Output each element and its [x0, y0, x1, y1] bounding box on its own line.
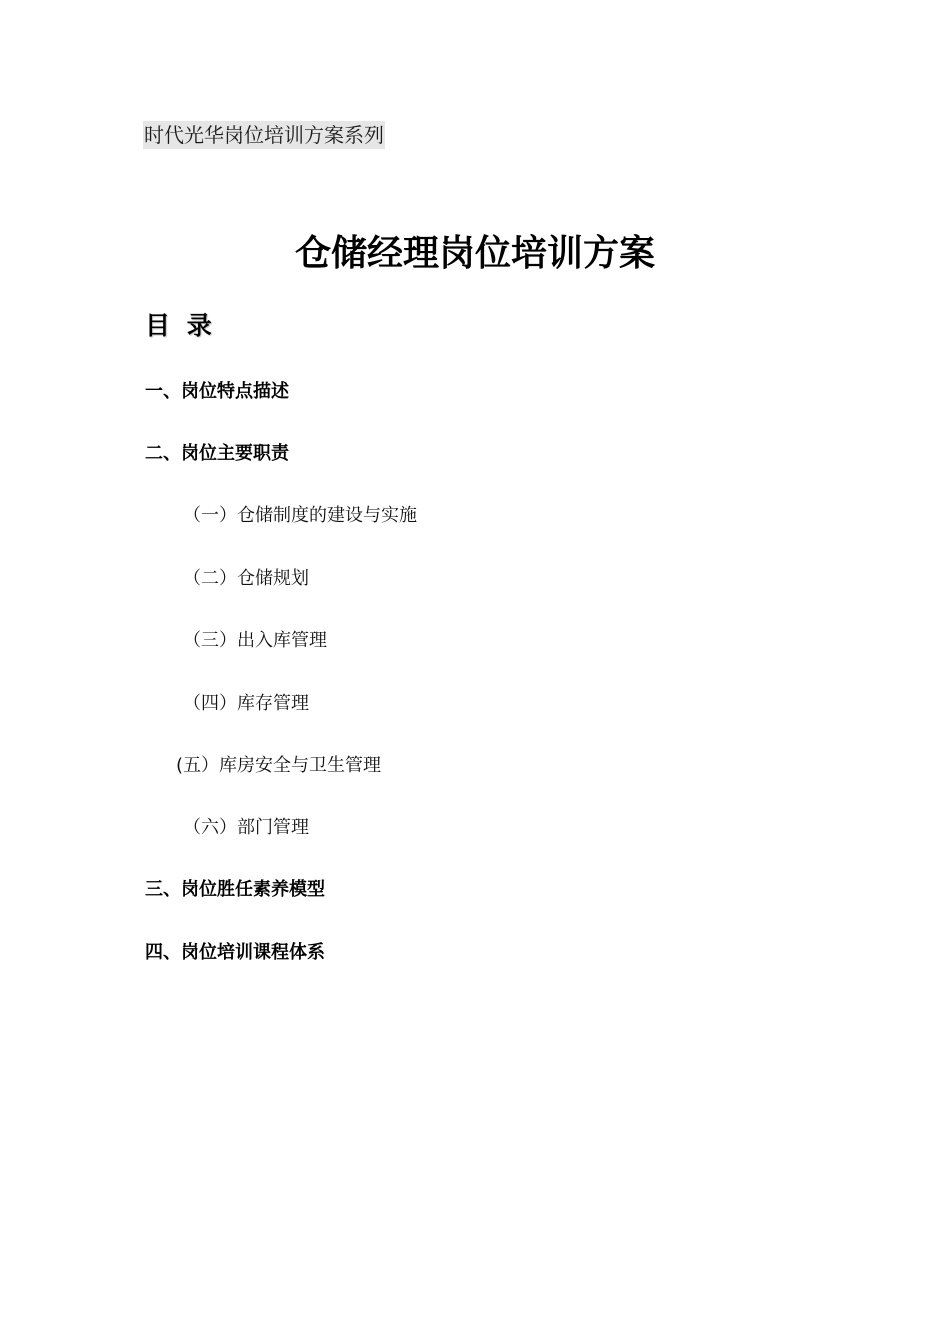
toc-subitem-3: （三）出入库管理: [183, 630, 327, 651]
document-title: 仓储经理岗位培训方案: [294, 233, 655, 274]
toc-subitem-1: （一）仓储制度的建设与实施: [183, 505, 417, 526]
toc-item-2: 二、岗位主要职责: [145, 443, 289, 464]
series-label: 时代光华岗位培训方案系列: [144, 123, 384, 147]
toc-item-1: 一、岗位特点描述: [145, 381, 289, 402]
toc-subitem-4: （四）库存管理: [183, 693, 309, 714]
toc-subitem-6: （六）部门管理: [183, 817, 309, 838]
toc-heading: 目 录: [145, 311, 216, 340]
toc-item-3: 三、岗位胜任素养模型: [145, 879, 325, 900]
toc-subitem-5: (五）库房安全与卫生管理: [176, 755, 382, 776]
toc-item-4: 四、岗位培训课程体系: [145, 942, 325, 963]
toc-subitem-2: （二）仓储规划: [183, 568, 309, 589]
